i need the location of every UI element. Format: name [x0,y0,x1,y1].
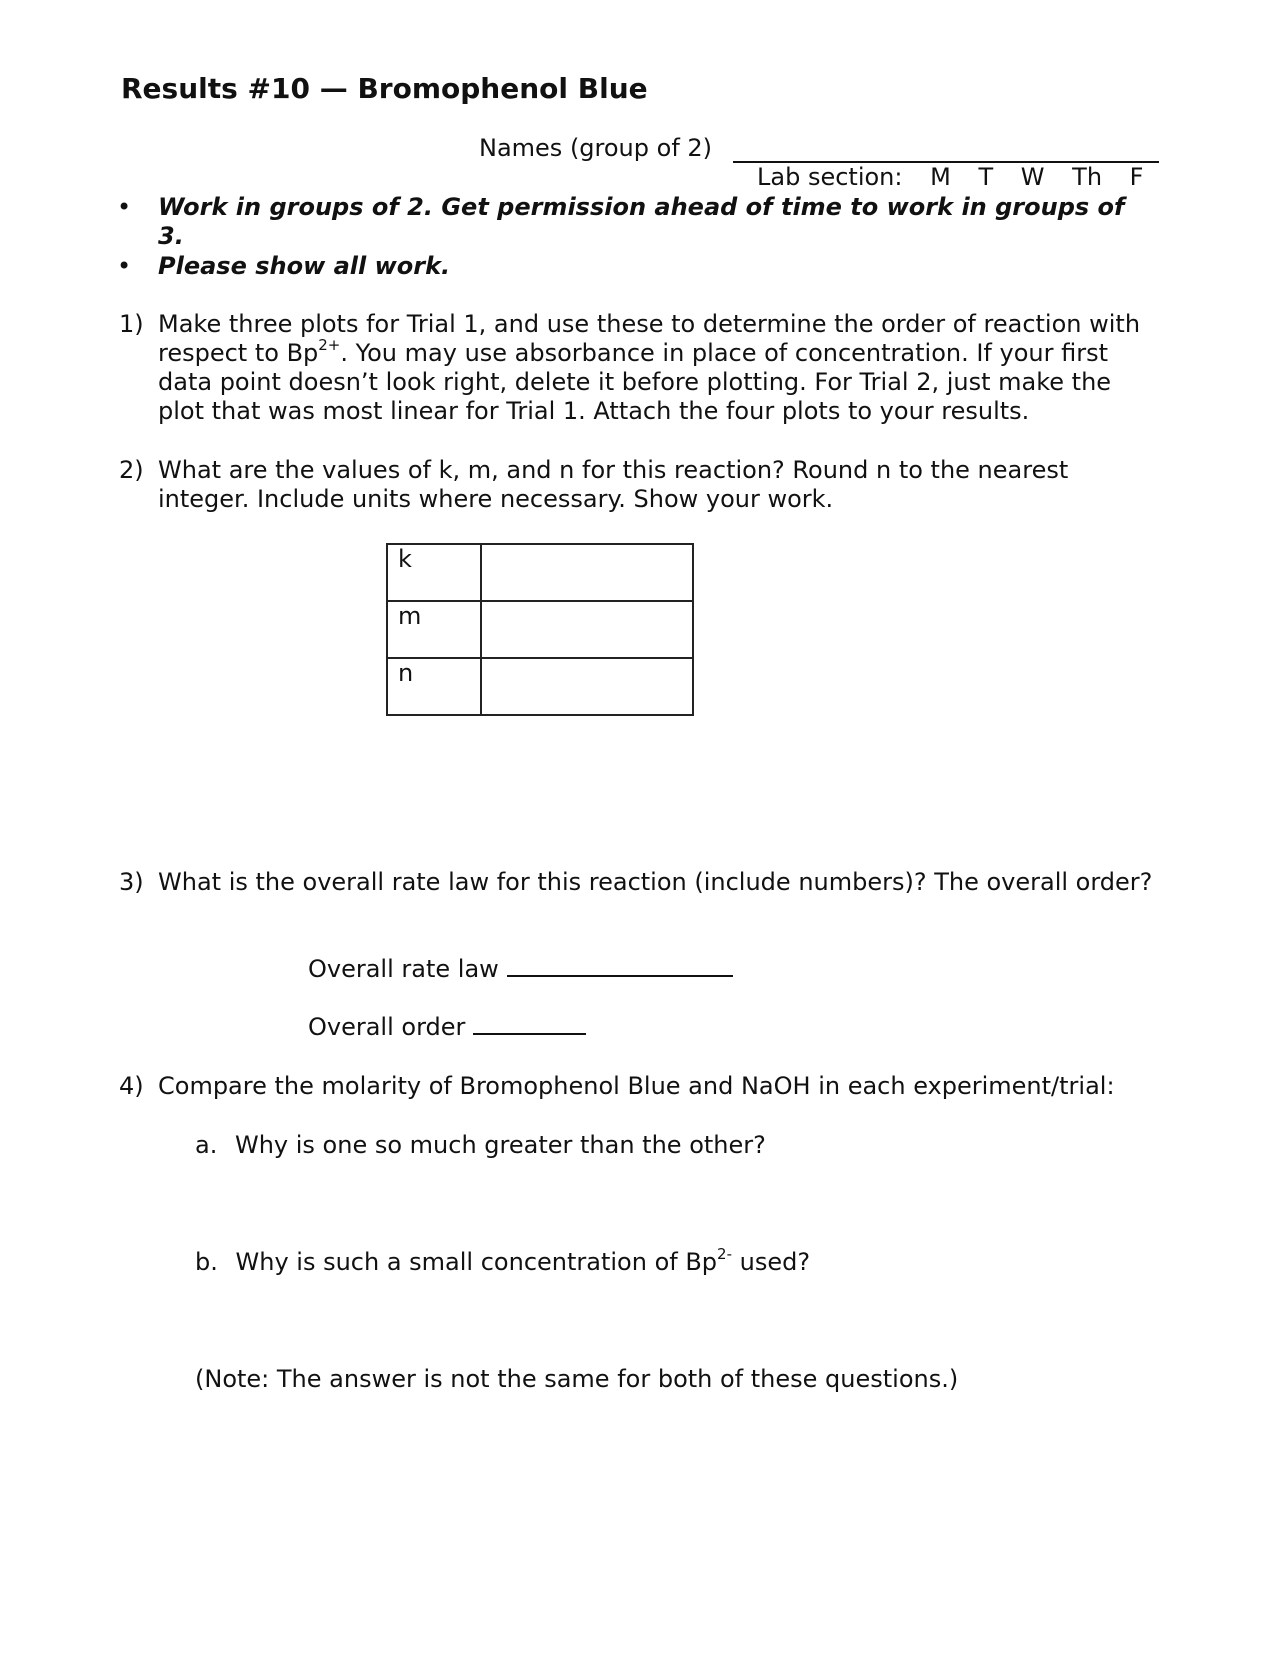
order-blank[interactable] [473,1031,586,1035]
lab-day-t: T [978,163,994,191]
question-4b [195,1245,811,1277]
question-4a [195,1131,766,1160]
bullet-show-work: Please show all work. [158,252,451,280]
answer-cell-k[interactable] [481,544,693,601]
question-1-number: 1) [119,310,144,338]
table-row [387,658,693,715]
question-1-text-part2: . You may use absorbance in place of concentration. If your first data point doesn’t look right, delete it before plotting. For Trial 2, just make the plot that was most linear for Trial 1. Attach the four plots to your results. [158,339,1112,425]
rate-law-row [308,955,733,984]
question-4b-label: b. [195,1248,218,1276]
lab-section-row [757,163,1143,191]
question-4-note: (Note: The answer is not the same for both of these questions.) [195,1365,959,1393]
question-4b-text-part1: Why is such a small concentration of Bp [235,1248,718,1276]
question-2-text: What are the values of k, m, and n for this reaction? Round n to the nearest integer. Include units where necessary. Show your work. [158,456,1069,513]
table-row [387,601,693,658]
question-1-text-part1: Make three plots for Trial 1, and use these to determine the order of reaction with respect to Bp [158,310,1141,367]
question-1-text [158,310,1158,426]
bullet-dot-icon: • [117,252,132,280]
answer-cell-m[interactable] [481,601,693,658]
rate-law-label: Overall rate law [308,955,499,983]
order-row [308,1013,586,1042]
lab-section-label: Lab section: [757,163,903,191]
kmn-answer-table [386,543,694,716]
question-1-charge: 2+ [318,336,341,354]
question-4b-text-part2: used? [732,1248,811,1276]
question-3-number: 3) [119,868,144,896]
question-4a-text: Why is one so much greater than the other? [234,1131,766,1159]
bullet-dot-icon: • [117,193,132,221]
question-4a-label: a. [195,1131,218,1159]
page-title: Results #10 — Bromophenol Blue [121,72,648,105]
row-label-n: n [387,658,481,715]
rate-law-blank[interactable] [507,973,733,977]
bullet-groups: Work in groups of 2. Get permission ahead of time to work in groups of 3. [158,193,1125,250]
lab-day-th: Th [1072,163,1103,191]
question-4-text: Compare the molarity of Bromophenol Blue and NaOH in each experiment/trial: [158,1072,1115,1100]
question-4b-charge: 2- [717,1245,733,1263]
row-label-k: k [387,544,481,601]
lab-day-m: M [930,163,951,191]
order-label: Overall order [308,1013,466,1041]
answer-cell-n[interactable] [481,658,693,715]
question-3-text: What is the overall rate law for this reaction (include numbers)? The overall order? [158,868,1153,896]
names-label: Names (group of 2) [479,134,713,162]
lab-day-w: W [1020,163,1045,191]
question-4-number: 4) [119,1072,144,1100]
row-label-m: m [387,601,481,658]
question-2-number: 2) [119,456,144,484]
lab-day-f: F [1129,163,1144,191]
question-4b-text [235,1245,811,1276]
table-row [387,544,693,601]
